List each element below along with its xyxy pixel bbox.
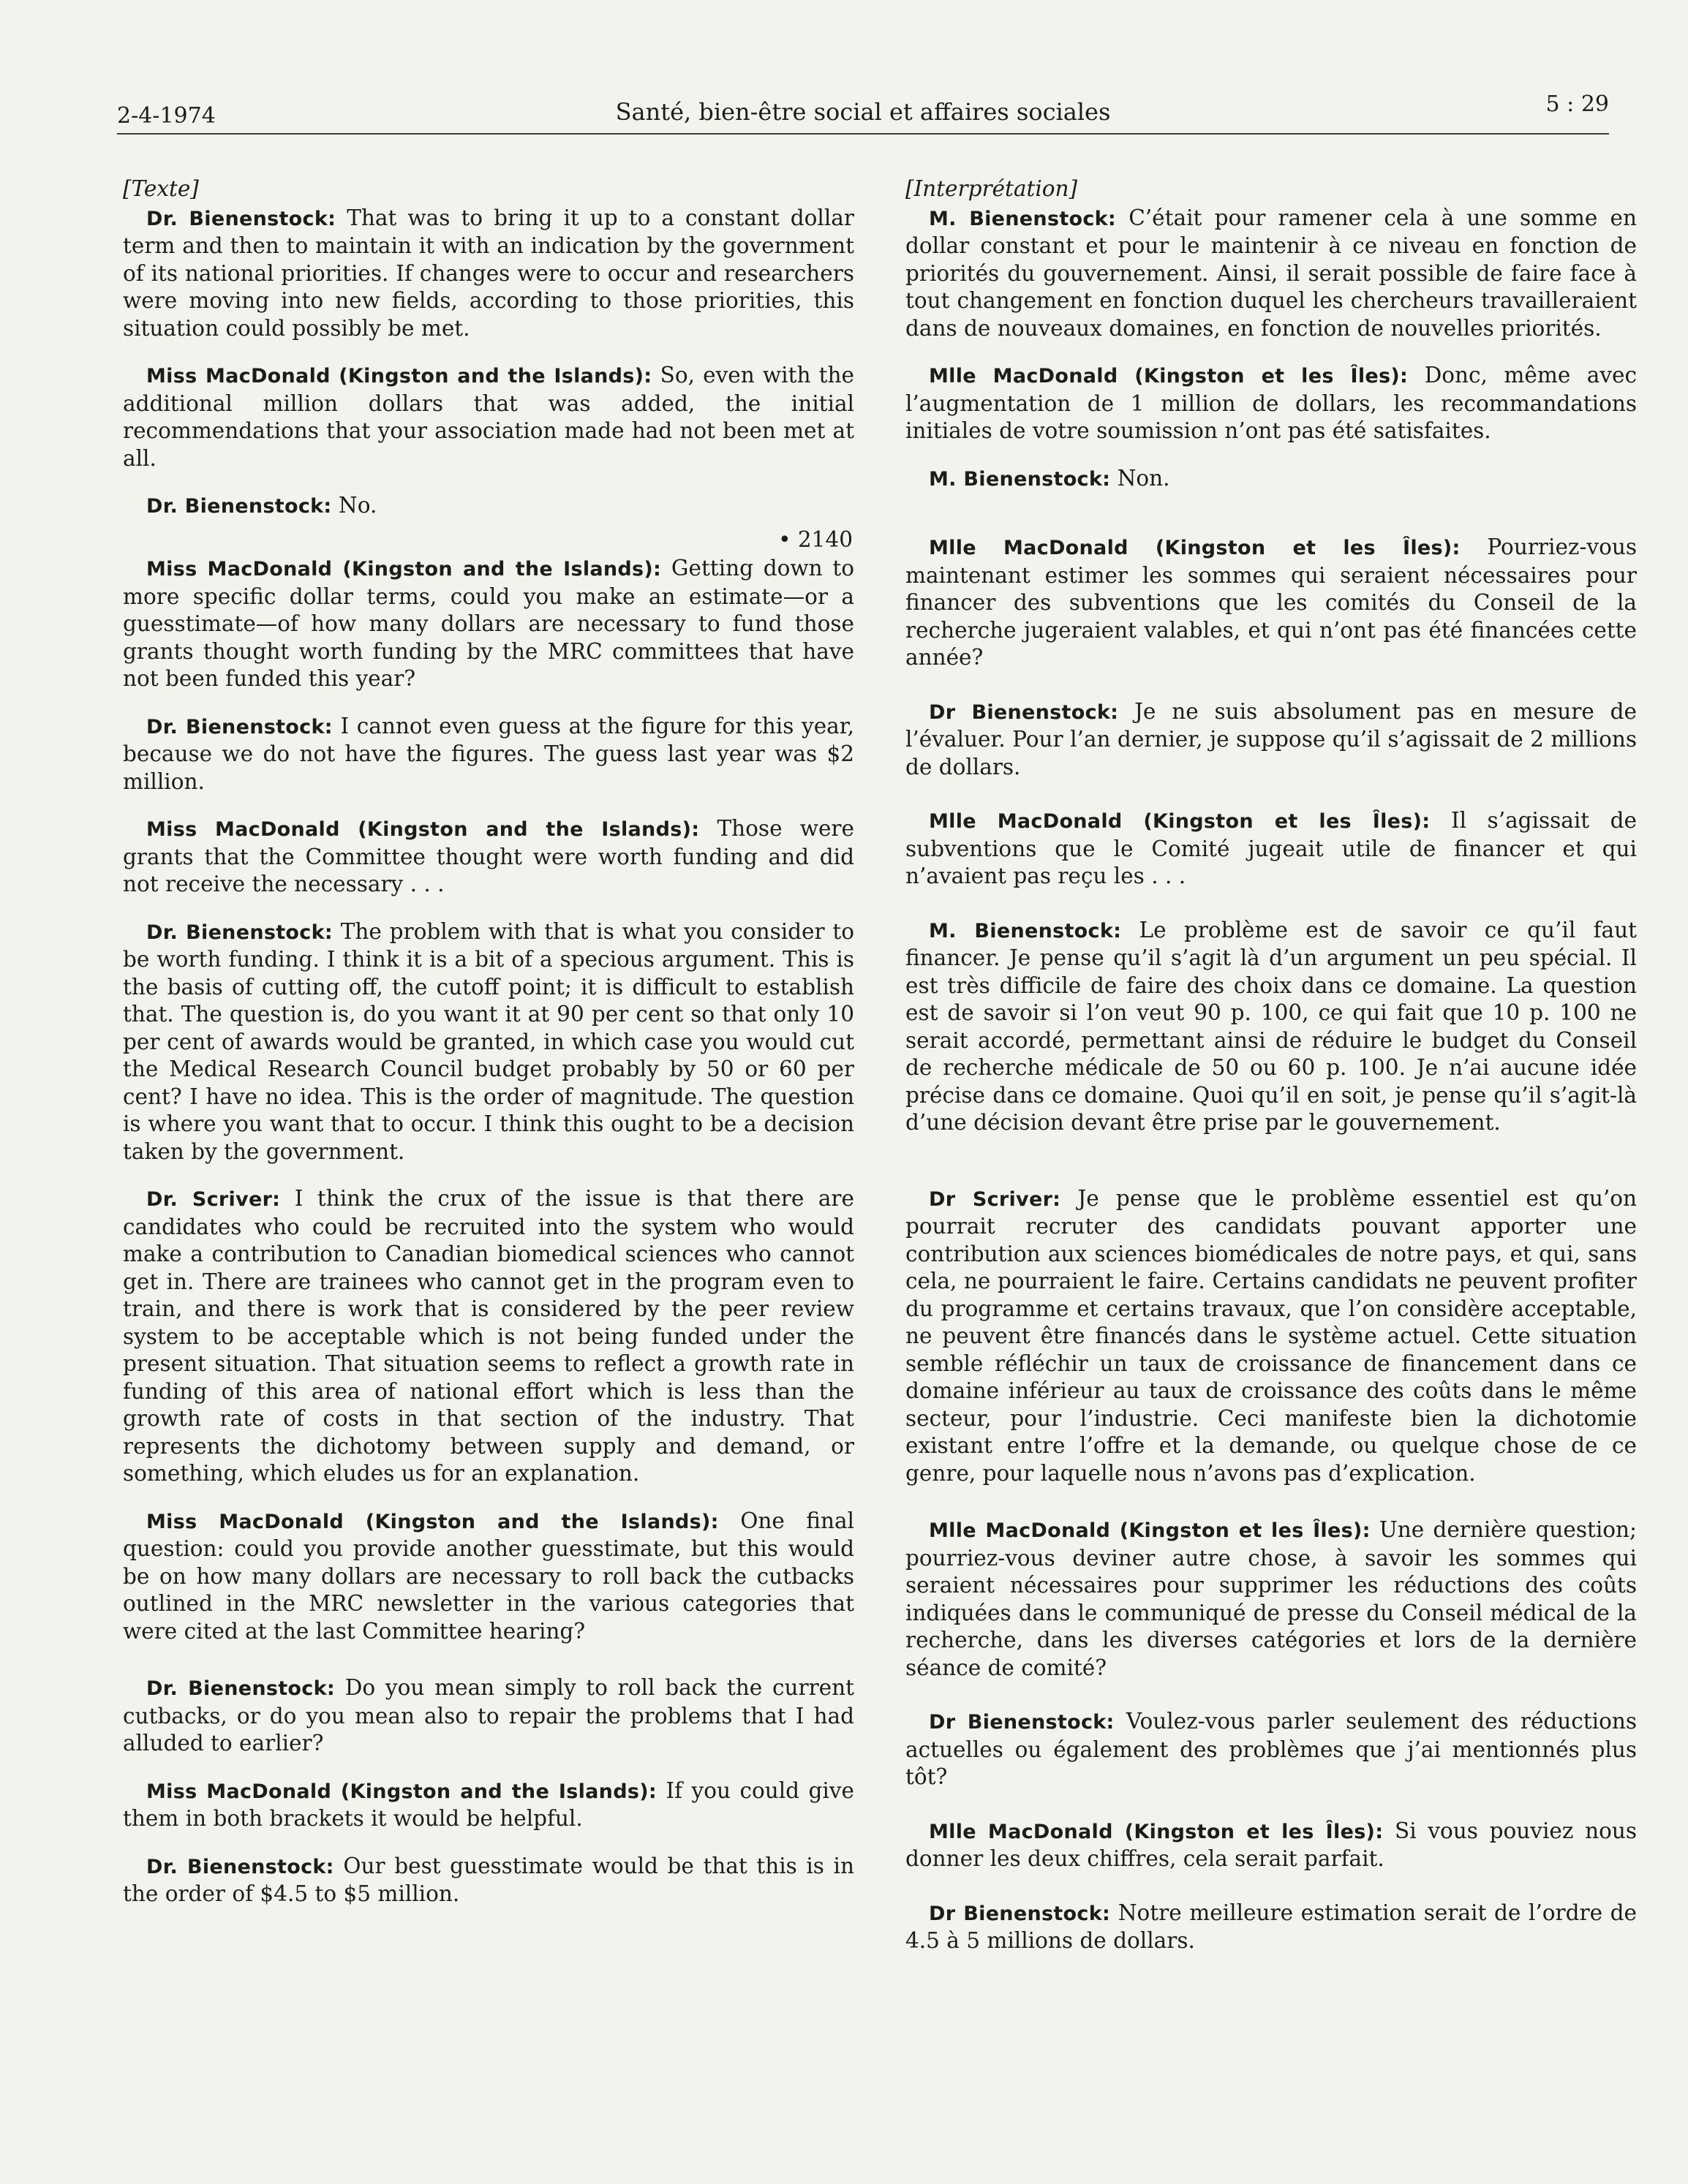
transcript-paragraph: [905, 465, 1637, 494]
speaker-name: Miss MacDonald (Kingston and the Islands):: [146, 365, 652, 388]
speaker-name: Miss MacDonald (Kingston and the Islands):: [146, 818, 700, 841]
speech-text: Our best guesstimate would be that this is in the order of $4.5 to $5 million.: [123, 1853, 854, 1906]
speech-text: I cannot even guess at the figure for this year, because we do not have the figures. The guess last year was $2 million.: [123, 713, 854, 794]
speech-text: Notre meilleure estimation serait de l’ordre de 4.5 à 5 millions de dollars.: [905, 1900, 1637, 1953]
speaker-name: Mlle MacDonald (Kingston et les Îles):: [929, 810, 1431, 833]
transcript-paragraph: [123, 1674, 854, 1758]
speech-text: So, even with the additional million dollars that was added, the initial recommendations that your association made had not been met at all.: [123, 363, 854, 471]
speech-text: Le problème est de savoir ce qu’il faut financer. Je pense qu’il s’agit là d’un argument un peu spécial. Il est très difficile de faire des choix dans ce domaine. La question est de savoir si l’on veut 90 p. 100, ce qui fait que 10 p. 100 ne serait accordé, permettant ainsi de réduire le budget du Conseil de recherche médicale de 50 ou 60 p. 100. Je n’ai aucune idée précise dans ce domaine. Quoi qu’il en soit, je pense qu’il s’agit-là d’une décision devant être prise par le gouvernement.: [905, 917, 1637, 1135]
speech-text: Non.: [1117, 465, 1170, 491]
speaker-name: Dr Scriver:: [929, 1187, 1061, 1211]
speech-text: No.: [338, 493, 377, 518]
transcript-paragraph: [905, 1900, 1637, 1955]
speaker-name: Dr Bienenstock:: [929, 700, 1119, 724]
transcript-paragraph: [123, 1185, 854, 1488]
speech-text: The problem with that is what you consider to be worth funding. I think it is a bit of a specious argument. This is the basis of cutting off, the cutoff point; it is difficult to establish that. The question is, do you want it at 90 per cent so that only 10 per cent of awards would be granted, in which case you would cut the Medical Research Council budget probably by 50 or 60 per cent? I have no idea. This is the order of magnitude. The question is where you want that to occur. I think this ought to be a decision taken by the government.: [123, 918, 854, 1164]
transcript-paragraph: [905, 698, 1637, 782]
transcript-paragraph: [123, 555, 854, 693]
speech-text: Pourriez-vous maintenant estimer les sommes qui seraient nécessaires pour financer des subventions que les comités du Conseil de la recherche jugeraient valables, et qui n’ont pas été financées cette année?: [905, 534, 1637, 670]
speaker-name: Miss MacDonald (Kingston and the Islands):: [146, 558, 662, 581]
speaker-name: Mlle MacDonald (Kingston et les Îles):: [929, 365, 1409, 388]
transcript-paragraph: [123, 1853, 854, 1908]
transcript-paragraph: [123, 918, 854, 1166]
speech-text: Il s’agissait de subventions que le Comité jugeait utile de financer et qui n’avaient pas reçu les . . .: [905, 808, 1637, 888]
language-label: [Texte]: [123, 176, 199, 201]
header-page-number: 5 : 29: [1545, 91, 1609, 117]
speaker-name: Miss MacDonald (Kingston and the Islands):: [146, 1510, 719, 1533]
transcript-paragraph: [123, 205, 854, 343]
speech-text: If you could give them in both brackets it would be helpful.: [123, 1777, 854, 1831]
speaker-name: Dr. Scriver:: [146, 1188, 281, 1211]
transcript-paragraph: [123, 713, 854, 796]
speaker-name: Dr. Bienenstock:: [146, 1855, 334, 1878]
speech-text: One final question: could you provide another guesstimate, but this would be on how many dollars are necessary to roll back the cutbacks outlined in the MRC newsletter in the various categories that were cited at the last Committee hearing?: [123, 1508, 854, 1644]
speech-text: Si vous pouviez nous donner les deux chiffres, cela serait parfait.: [905, 1818, 1637, 1871]
speech-text: Those were grants that the Committee thought were worth funding and did not receive the necessary . . .: [123, 816, 854, 896]
speaker-name: M. Bienenstock:: [929, 919, 1122, 942]
speaker-name: Dr Bienenstock:: [929, 1711, 1115, 1734]
speech-text: Donc, même avec l’augmentation de 1 million de dollars, les recommandations initiales de votre soumission n’ont pas été satisfaites.: [905, 363, 1637, 443]
speech-text: Do you mean simply to roll back the current cutbacks, or do you mean also to repair the problems that I had alluded to earlier?: [123, 1675, 854, 1756]
transcript-paragraph: [905, 807, 1637, 891]
transcript-paragraph: [123, 1508, 854, 1646]
transcript-paragraph: [905, 362, 1637, 445]
speaker-name: Dr. Bienenstock:: [146, 495, 332, 518]
speaker-name: Mlle MacDonald (Kingston et les Îles):: [929, 1519, 1371, 1542]
transcript-paragraph: [123, 1777, 854, 1833]
speaker-name: Dr. Bienenstock:: [146, 921, 333, 944]
speaker-name: Dr Bienenstock:: [929, 1902, 1111, 1925]
speech-text: Je pense que le problème essentiel est qu’on pourrait recruter des candidats pouvant apporter une contribution aux sciences biomédicales de notre pays, et qui, sans cela, ne pourraient le faire. Certains candidats ne peuvent profiter du programme et certains travaux, que l’on considère acceptable, ne peuvent être financés dans le système actuel. Cette situation semble réfléchir un taux de croissance de financement dans ce domaine inférieur au taux de croissance des coûts dans le même secteur, pour l’industrie. Ceci manifeste bien la dichotomie existant entre l’offre et la demande, ou quelque chose de ce genre, pour laquelle nous n’avons pas d’explication.: [905, 1185, 1637, 1486]
speech-text: C’était pour ramener cela à une somme en dollar constant et pour le maintenir à ce niveau en fonction de priorités du gouvernement. Ainsi, il serait possible de faire face à tout changement en fonction duquel les chercheurs travailleraient dans de nouveaux domaines, en fonction de nouvelles priorités.: [905, 205, 1637, 341]
english-column: [123, 175, 854, 1928]
transcript-paragraph: [123, 362, 854, 472]
transcript-paragraph: [123, 815, 854, 899]
header-title: Santé, bien-être social et affaires sociales: [615, 98, 1111, 126]
speaker-name: M. Bienenstock:: [929, 467, 1111, 491]
speech-text: Une dernière question; pourriez-vous deviner autre chose, à savoir les sommes qui seraient nécessaires pour supprimer les réductions des coûts indiquées dans le communiqué de presse du Conseil médical de la recherche, dans les diverses catégories et lors de la dernière séance de comité?: [905, 1517, 1637, 1680]
transcript-paragraph: [905, 1516, 1637, 1682]
speaker-name: Dr. Bienenstock:: [146, 715, 333, 738]
transcript-paragraph: [123, 492, 854, 521]
speaker-name: Dr. Bienenstock:: [146, 207, 336, 230]
transcript-paragraph: [905, 1185, 1637, 1488]
speaker-name: Mlle MacDonald (Kingston et les Îles):: [929, 1820, 1384, 1843]
speech-text: Je ne suis absolument pas en mesure de l’évaluer. Pour l’an dernier, je suppose qu’il s’agissait de 2 millions de dollars.: [905, 698, 1637, 779]
french-column: [905, 175, 1637, 1975]
transcript-paragraph: [905, 534, 1637, 672]
page-header: [117, 82, 1609, 135]
time-marker: • 2140: [778, 526, 853, 552]
transcript-paragraph: [905, 205, 1637, 343]
speech-text: Voulez-vous parler seulement des réductions actuelles ou également des problèmes que j’ai mentionnés plus tôt?: [905, 1709, 1637, 1789]
header-date: 2-4-1974: [117, 103, 216, 129]
speaker-name: M. Bienenstock:: [929, 207, 1117, 230]
speaker-name: Miss MacDonald (Kingston and the Islands):: [146, 1780, 657, 1803]
transcript-paragraph: [905, 1818, 1637, 1873]
transcript-paragraph: [905, 917, 1637, 1137]
speaker-name: Dr. Bienenstock:: [146, 1677, 335, 1700]
transcript-paragraph: [905, 1708, 1637, 1791]
speech-text: I think the crux of the issue is that there are candidates who could be recruited into the system who would make a contribution to Canadian biomedical sciences who cannot get in. There are trainees who cannot get in the program even to train, and there is work that is considered by the peer review system to be acceptable which is not being funded under the present situation. That situation seems to reflect a growth rate in funding of this area of national effort which is less than the growth rate of costs in that section of the industry. That represents the dichotomy between supply and demand, or something, which eludes us for an explanation.: [123, 1186, 854, 1486]
language-label: [Interprétation]: [905, 176, 1078, 201]
speaker-name: Mlle MacDonald (Kingston et les Îles):: [929, 537, 1461, 559]
speech-text: Getting down to more specific dollar terms, could you make an estimate—or a guesstimate—of how many dollars are necessary to fund those grants thought worth funding by the MRC committees that have not been funded this year?: [123, 556, 854, 691]
speech-text: That was to bring it up to a constant dollar term and then to maintain it with an indication by the government of its national priorities. If changes were to occur and researchers were moving into new fields, according to those priorities, this situation could possibly be met.: [123, 205, 854, 341]
